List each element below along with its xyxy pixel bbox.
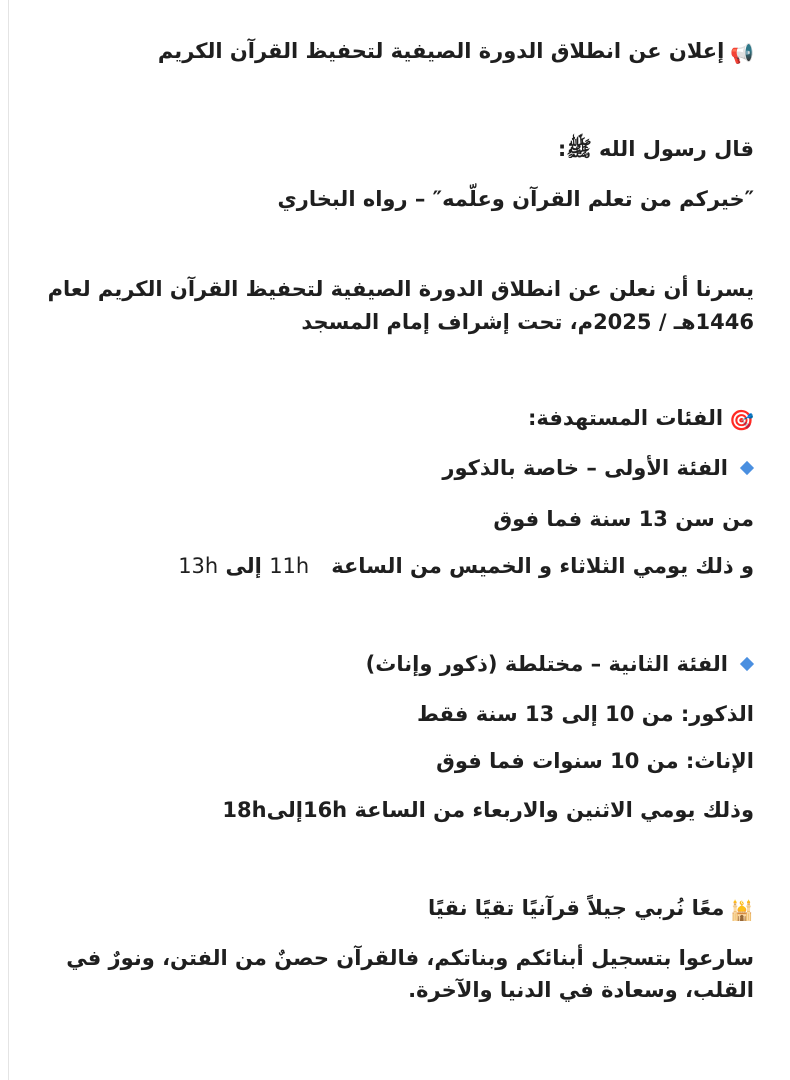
time-to: 13h — [178, 554, 219, 578]
megaphone-icon: 📢 — [730, 43, 754, 65]
targets-heading: 🎯الفئات المستهدفة: — [40, 402, 754, 436]
category-2-females: الإناث: من 10 سنوات فما فوق — [436, 749, 754, 773]
category-2-title: الفئة الثانية – مختلطة (ذكور وإناث) — [40, 648, 754, 680]
hadith-text: ″خيركم من تعلم القرآن وعلّمه″ – رواه البخاري — [277, 187, 754, 211]
category-1-schedule: و ذلك يومي الثلاثاء و الخميس من الساعة11h إلى 13h — [178, 554, 754, 578]
hadith-intro: قال رسول الله ﷺ: — [557, 137, 754, 161]
category-1-age: من سن 13 سنة فما فوق — [493, 507, 754, 531]
closing-heading: 🕌معًا نُربي جيلاً قرآنيًا تقيًا نقيًا — [40, 892, 754, 927]
category-1-title: الفئة الأولى – خاصة بالذكور — [40, 452, 754, 484]
announcement-title: 📢إعلان عن انطلاق الدورة الصيفية لتحفيظ القرآن الكريم — [40, 35, 754, 70]
time-from: 11h — [269, 554, 310, 578]
target-icon: 🎯 — [729, 408, 754, 432]
intro-line-2: 1446هـ / 2025م، تحت إشراف إمام المسجد — [301, 310, 754, 334]
closing-text: سارعوا بتسجيل أبنائكم وبناتكم، فالقرآن حصنٌ من الفتن، ونورٌ في القلب، وسعادة في الدنيا والآخرة. — [66, 946, 754, 1002]
blue-diamond-icon — [740, 657, 754, 671]
intro-line-1: يسرنا أن نعلن عن انطلاق الدورة الصيفية لتحفيظ القرآن الكريم لعام — [47, 277, 754, 301]
mosque-icon: 🕌 — [730, 900, 754, 922]
category-2-schedule: وذلك يومي الاثنين والاربعاء من الساعة 16hإلى18h — [222, 798, 754, 822]
blue-diamond-icon — [740, 461, 754, 475]
category-2-males: الذكور: من 10 إلى 13 سنة فقط — [417, 702, 754, 726]
